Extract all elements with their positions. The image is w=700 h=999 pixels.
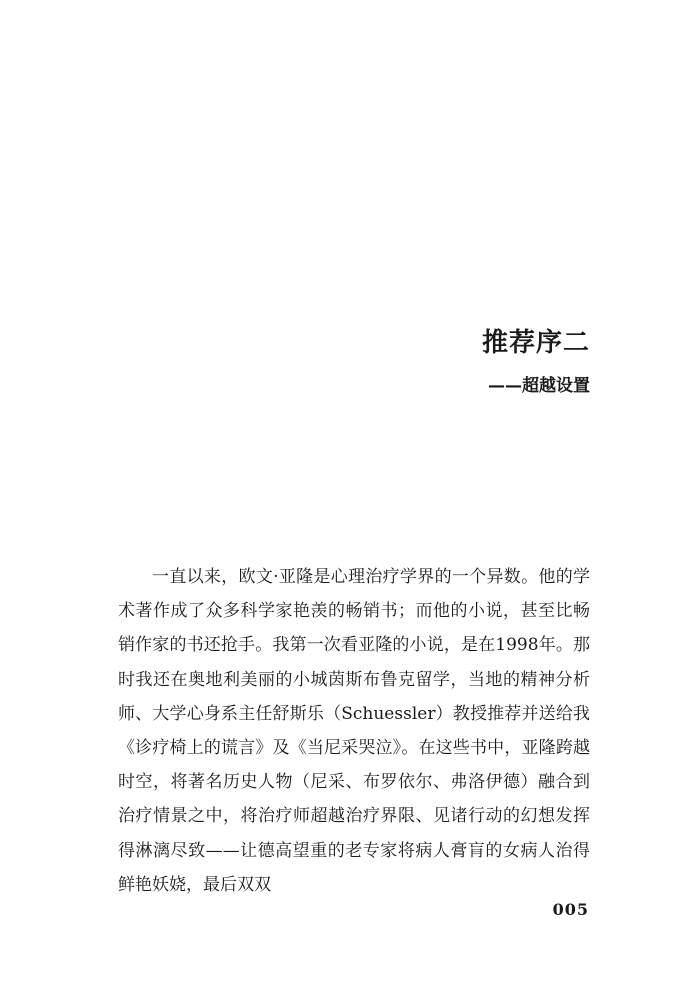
page-number: 005 [552, 900, 589, 919]
chapter-title: 推荐序二 [481, 328, 590, 358]
chapter-subtitle: ——超越设置 [488, 376, 590, 396]
chapter-heading [482, 326, 590, 398]
body-text [118, 560, 590, 902]
body-paragraph: 一直以来，欧文·亚隆是心理治疗学界的一个异数。他的学术著作成了众多科学家艳羡的畅销书；而他的小说，甚至比畅销作家的书还抢手。我第一次看亚隆的小说，是在1998年。那时我还在奥地利美丽的小城茵斯布鲁克留学，当地的精神分析师、大学心身系主任舒斯乐（Schuessler）教授推荐并送给我《诊疗椅上的谎言》及《当尼采哭泣》。在这些书中，亚隆跨越时空，将著名历史人物（尼采、布罗依尔、弗洛伊德）融合到治疗情景之中，将治疗师超越治疗界限、见诸行动的幻想发挥得淋漓尽致——让德高望重的老专家将病人膏肓的女病人治得鲜艳妖娆，最后双双 [118, 567, 590, 895]
